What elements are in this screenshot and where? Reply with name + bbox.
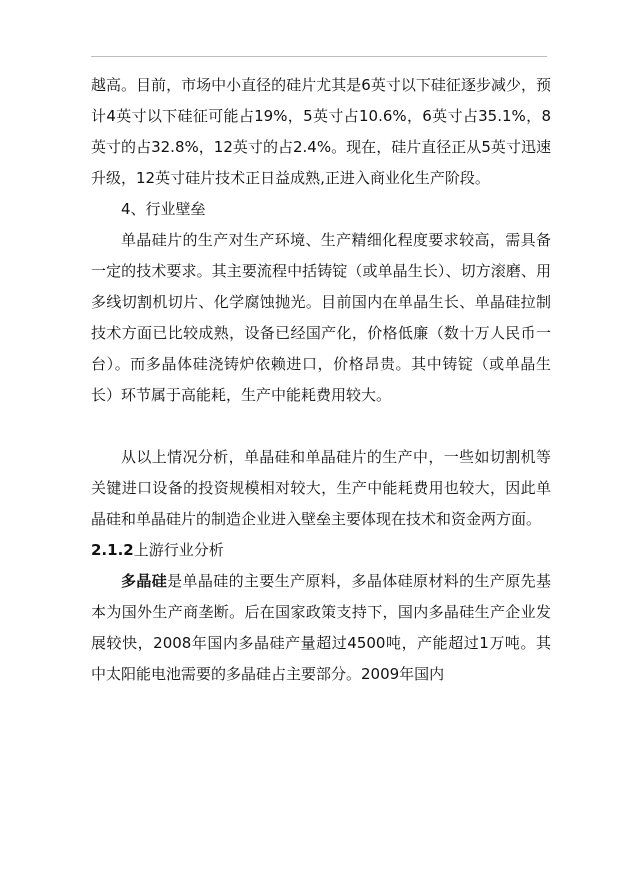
document-body — [91, 70, 551, 690]
section-title: 上游行业分析 — [133, 541, 224, 559]
paragraph-upstream-text: 是单晶硅的主要生产原料，多晶体硅原材料的生产原先基本为国外生产商垄断。后在国家政策支持下，国内多晶硅生产企业发展较快，2008年国内多晶硅产量超过4500吨，产能超过1万吨。其中太阳能电池需要的多晶硅占主要部分。2009年国内 — [91, 572, 551, 683]
bold-term: 多晶硅 — [121, 572, 168, 590]
header-rule — [91, 56, 547, 57]
section-heading — [91, 535, 551, 566]
paragraph-upstream — [91, 566, 551, 690]
paragraph-analysis: 从以上情况分析，单晶硅和单晶硅片的生产中，一些如切割机等关键进口设备的投资规模相对较大，生产中能耗费用也较大，因此单晶硅和单晶硅片的制造企业进入壁垒主要体现在技术和资金两方面。 — [91, 448, 551, 528]
subheading-industry-barriers: 4、行业壁垒 — [121, 200, 206, 218]
paragraph-barriers: 单晶硅片的生产对生产环境、生产精细化程度要求较高，需具备一定的技术要求。其主要流程中括铸锭（或单晶生长）、切方滚磨、用多线切割机切片、化学腐蚀抛光。目前国内在单晶生长、单晶硅拉制技术方面已比较成熟，设备已经国产化，价格低廉（数十万人民币一台）。而多晶体硅浇铸炉依赖进口，价格昂贵。其中铸锭（或单晶生长）环节属于高能耗，生产中能耗费用较大。 — [91, 231, 551, 404]
section-number: 2.1.2 — [91, 541, 134, 559]
paragraph-spacer — [91, 411, 551, 442]
paragraph-wafer-size: 越高。目前，市场中小直径的硅片尤其是6英寸以下硅征逐步减少，预计4英寸以下硅征可能占19%，5英寸占10.6%，6英寸占35.1%，8英寸的占32.8%，12英寸的占2.4%。现在，硅片直径正从5英寸迅速升级，12英寸硅片技术正日益成熟,正进入商业化生产阶段。 — [91, 76, 551, 187]
